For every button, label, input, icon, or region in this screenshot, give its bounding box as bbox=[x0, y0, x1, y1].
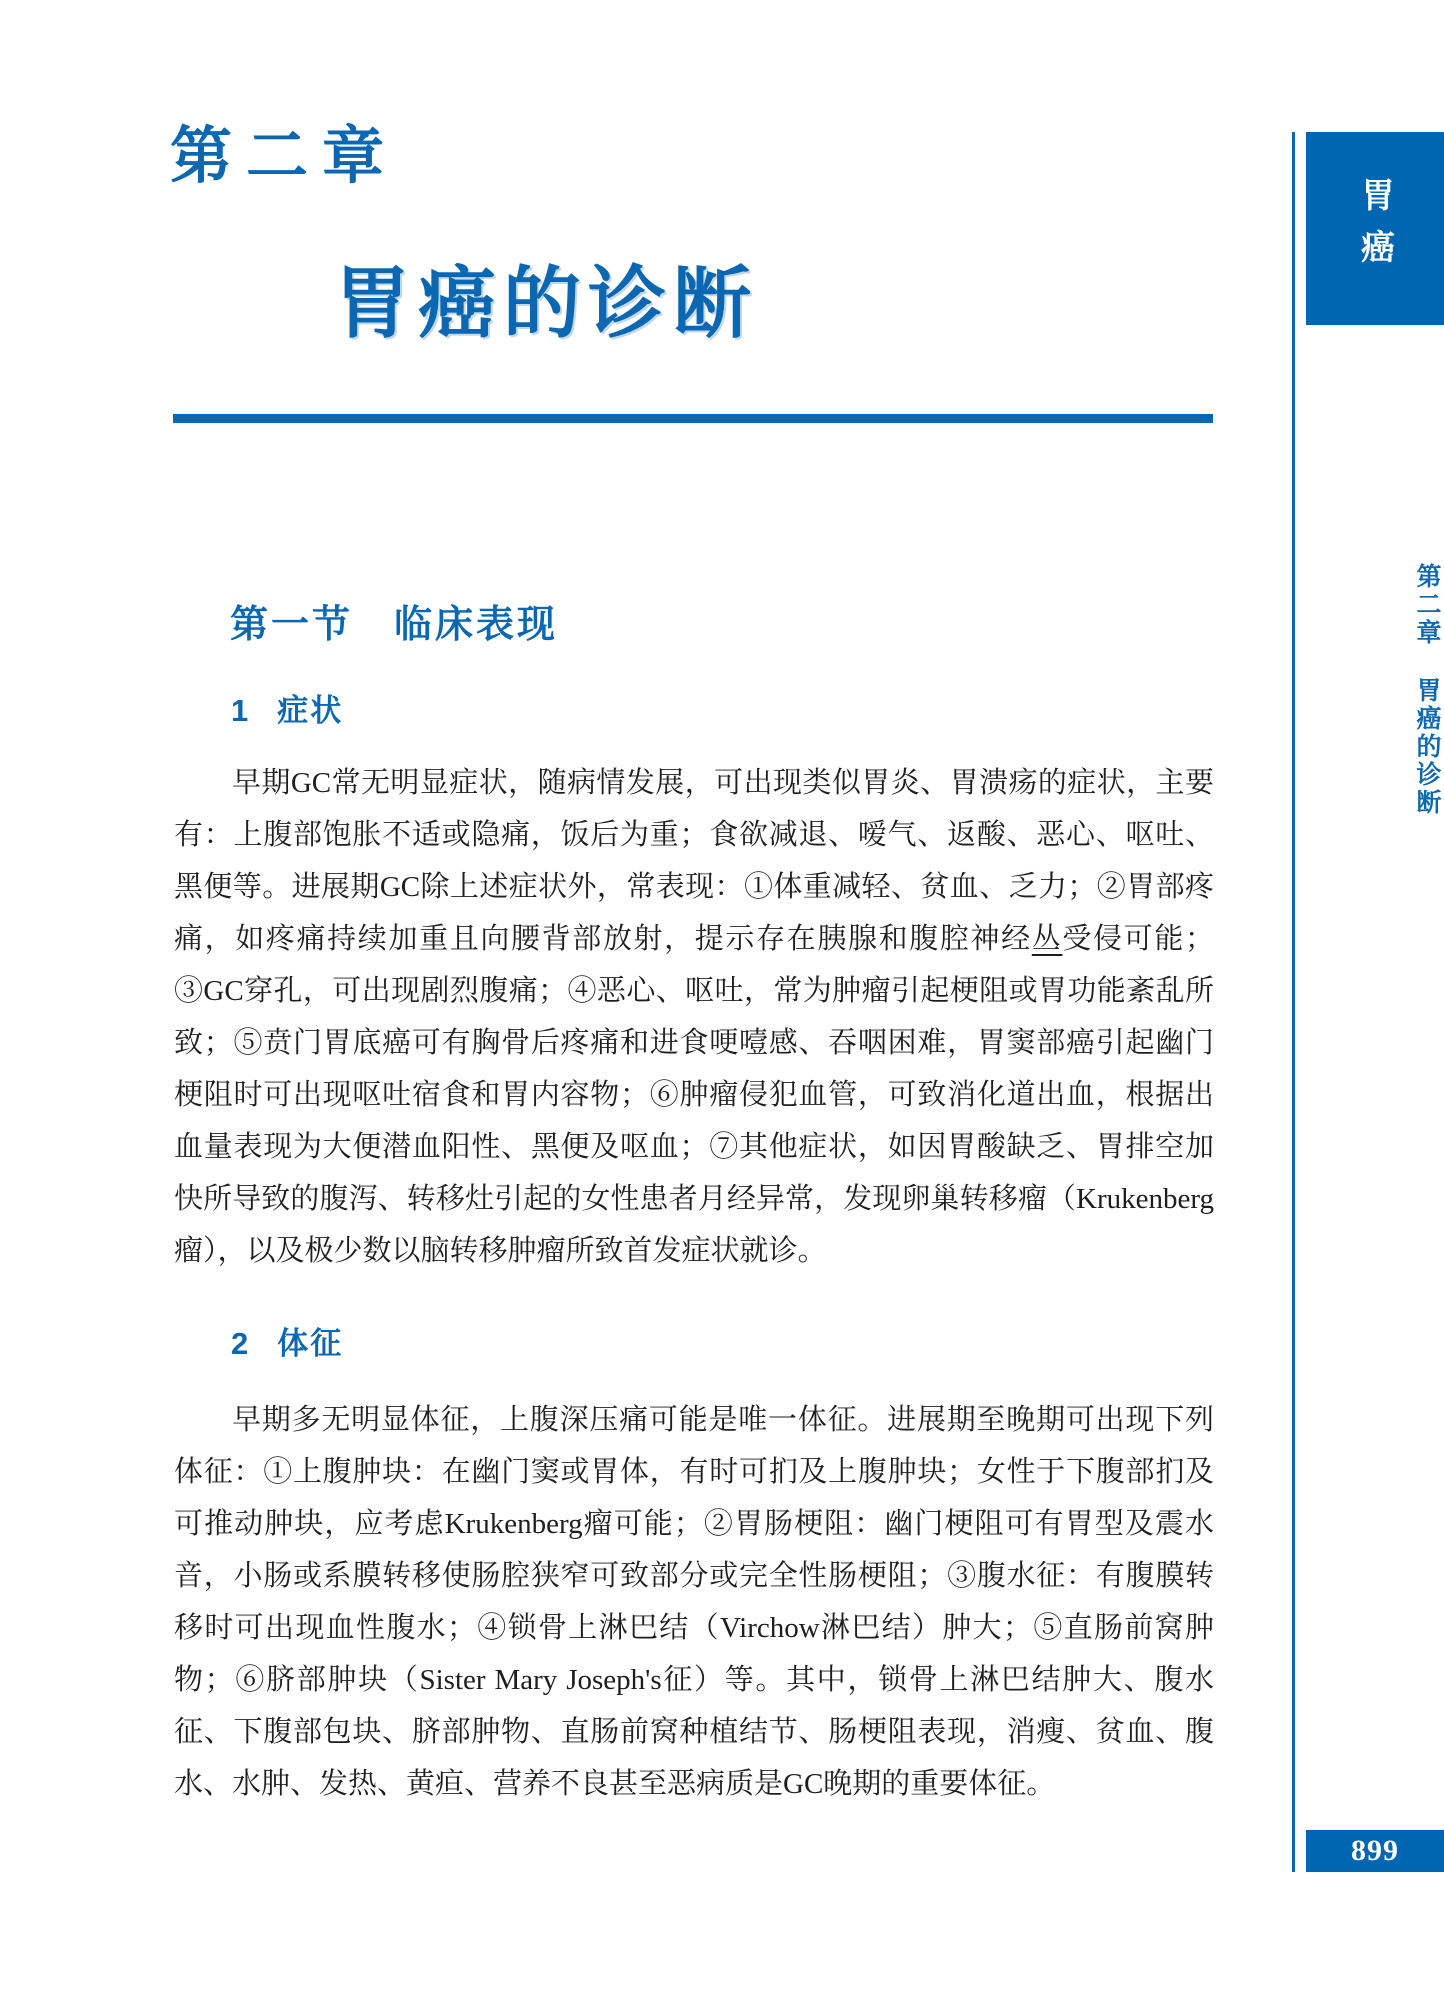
sidebar-text-gap bbox=[1306, 647, 1444, 677]
sidebar-tab-gastric-cancer bbox=[1306, 132, 1444, 325]
subsection-2-number: 2 bbox=[231, 1326, 251, 1361]
section-heading: 第一节 临床表现 bbox=[230, 604, 559, 646]
symptoms-underlined-char: 丛 bbox=[1031, 923, 1063, 955]
subsection-1-heading bbox=[231, 693, 343, 729]
chapter-title: 胃癌的诊断 bbox=[333, 259, 759, 347]
subsection-2-title: 体征 bbox=[277, 1326, 344, 1361]
chapter-number-label: 第二章 bbox=[170, 122, 399, 191]
subsection-1-number: 1 bbox=[231, 693, 251, 728]
symptoms-text-after: 受侵可能；③GC穿孔，可出现剧烈腹痛；④恶心、呕吐，常为肿瘤引起梗阻或胃功能紊乱所致；⑤贲门胃底癌可有胸骨后疼痛和进食哽噎感、吞咽困难，胃窦部癌引起幽门梗阻时可出现呕吐宿食和胃内容物；⑥肿瘤侵犯血管，可致消化道出血，根据出血量表现为大便潜血阳性、黑便及呕血；⑦其他症状，如因胃酸缺乏、胃排空加快所导致的腹泻、转移灶引起的女性患者月经异常，发现卵巢转移瘤（Krukenberg瘤），以及极少数以脑转移肿瘤所致首发症状就诊。 bbox=[174, 923, 1214, 1267]
title-divider-rule bbox=[173, 414, 1213, 423]
sidebar-vertical-rule bbox=[1292, 132, 1295, 1872]
symptoms-text-before: 早期GC常无明显症状，随病情发展，可出现类似胃炎、胃溃疡的症状，主要有：上腹部饱胀不适或隐痛，饭后为重；食欲减退、嗳气、返酸、恶心、呕吐、黑便等。进展期GC除上述症状外，常表现：①体重减轻、贫血、乏力；②胃部疼痛，如疼痛持续加重且向腰背部放射，提示存在胰腺和腹腔神经 bbox=[174, 767, 1214, 955]
symptoms-paragraph bbox=[174, 757, 1214, 1277]
subsection-2-heading bbox=[231, 1326, 343, 1362]
page-number: 899 bbox=[1351, 1834, 1399, 1867]
subsection-1-title: 症状 bbox=[277, 693, 344, 728]
page-number-badge bbox=[1306, 1830, 1444, 1872]
sidebar-tab-label: 胃癌 bbox=[1355, 176, 1394, 281]
sidebar-chapter-title: 胃癌的诊断 bbox=[1413, 677, 1440, 817]
sidebar-chapter-number: 第二章 bbox=[1413, 563, 1440, 647]
sidebar-chapter-vertical-text bbox=[1306, 340, 1444, 1040]
signs-paragraph: 早期多无明显体征，上腹深压痛可能是唯一体征。进展期至晚期可出现下列体征：①上腹肿块：在幽门窦或胃体，有时可扪及上腹肿块；女性于下腹部扪及可推动肿块，应考虑Krukenberg瘤可能；②胃肠梗阻：幽门梗阻可有胃型及震水音，小肠或系膜转移使肠腔狭窄可致部分或完全性肠梗阻；③腹水征：有腹膜转移时可出现血性腹水；④锁骨上淋巴结（Virchow淋巴结）肿大；⑤直肠前窝肿物；⑥脐部肿块（Sister Mary Joseph's征）等。其中，锁骨上淋巴结肿大、腹水征、下腹部包块、脐部肿物、直肠前窝种植结节、肠梗阻表现，消瘦、贫血、腹水、水肿、发热、黄疸、营养不良甚至恶病质是GC晚期的重要体征。 bbox=[174, 1404, 1214, 1800]
